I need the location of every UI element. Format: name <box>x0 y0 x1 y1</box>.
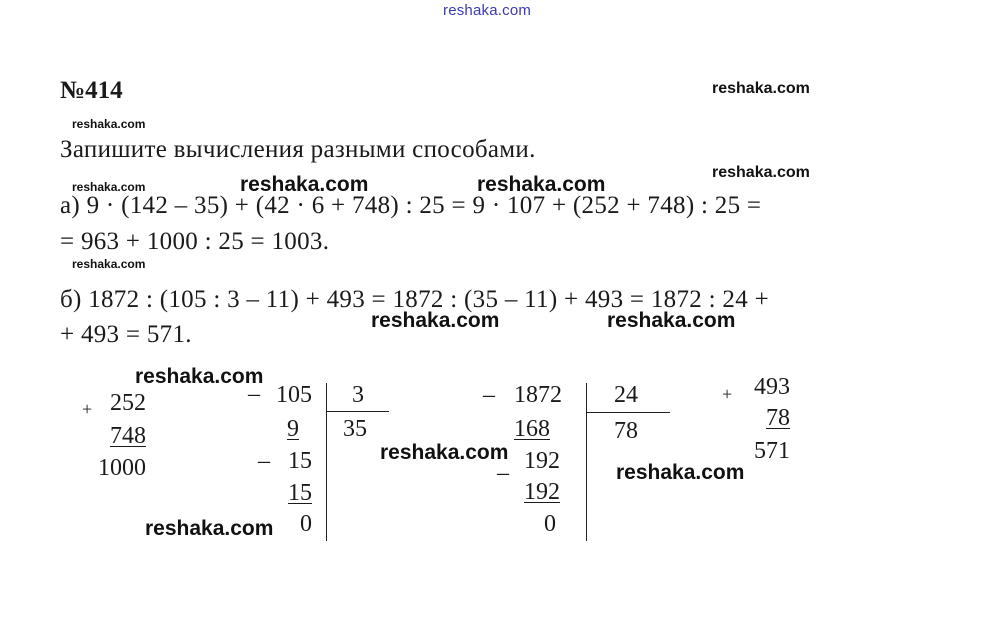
remainder-1: 192 <box>524 448 560 474</box>
part-a-line1: а) 9 · (142 – 35) + (42 · 6 + 748) : 25 = 9 · 107 + (252 + 748) : 25 = <box>60 192 762 219</box>
watermark: reshaka.com <box>145 517 274 540</box>
addend-b: 78 <box>766 405 790 431</box>
plus-sign: + <box>722 384 733 404</box>
sum-result: 1000 <box>98 455 146 481</box>
watermark: reshaka.com <box>135 365 264 388</box>
dividend: 1872 <box>514 382 562 408</box>
watermark: reshaka.com <box>380 441 509 464</box>
watermark: reshaka.com <box>72 180 146 194</box>
sum-result: 571 <box>754 438 790 464</box>
watermark: reshaka.com <box>616 461 745 484</box>
watermark-top: reshaka.com <box>443 2 532 19</box>
dividend: 105 <box>276 382 312 408</box>
watermark: reshaka.com <box>712 80 810 97</box>
minus-sign: – <box>248 381 260 407</box>
minus-sign: – <box>483 382 495 408</box>
divisor-line <box>586 412 670 413</box>
divisor-line <box>326 411 389 412</box>
remainder-final: 0 <box>544 511 556 537</box>
addend-b: 748 <box>110 423 146 449</box>
task-text: Запишите вычисления разными способами. <box>60 136 536 163</box>
division-bracket <box>586 383 587 541</box>
quotient: 78 <box>614 418 638 444</box>
watermark: reshaka.com <box>240 173 369 196</box>
plus-sign: + <box>82 399 93 419</box>
division-bracket <box>326 383 327 541</box>
quotient: 35 <box>343 416 367 442</box>
watermark: reshaka.com <box>72 257 146 271</box>
remainder-1: 15 <box>288 448 312 474</box>
watermark: reshaka.com <box>72 117 146 131</box>
addend-a: 493 <box>754 374 790 400</box>
remainder-final: 0 <box>300 511 312 537</box>
addend-a: 252 <box>110 390 146 416</box>
minus-sign: – <box>497 460 509 486</box>
minus-sign: – <box>258 448 270 474</box>
divisor: 3 <box>352 382 364 408</box>
part-b-line2: + 493 = 571. <box>60 321 192 348</box>
subtrahend-2: 15 <box>288 480 312 506</box>
problem-number: №414 <box>60 77 123 104</box>
watermark: reshaka.com <box>477 173 606 196</box>
subtrahend-2: 192 <box>524 479 560 505</box>
subtrahend-1: 168 <box>514 416 550 442</box>
watermark: reshaka.com <box>371 309 500 332</box>
part-b-line1: б) 1872 : (105 : 3 – 11) + 493 = 1872 : (35 – 11) + 493 = 1872 : 24 + <box>60 286 769 313</box>
part-a-line2: = 963 + 1000 : 25 = 1003. <box>60 228 330 255</box>
divisor: 24 <box>614 382 638 408</box>
watermark: reshaka.com <box>607 309 736 332</box>
watermark: reshaka.com <box>712 164 810 181</box>
subtrahend-1: 9 <box>287 416 299 442</box>
